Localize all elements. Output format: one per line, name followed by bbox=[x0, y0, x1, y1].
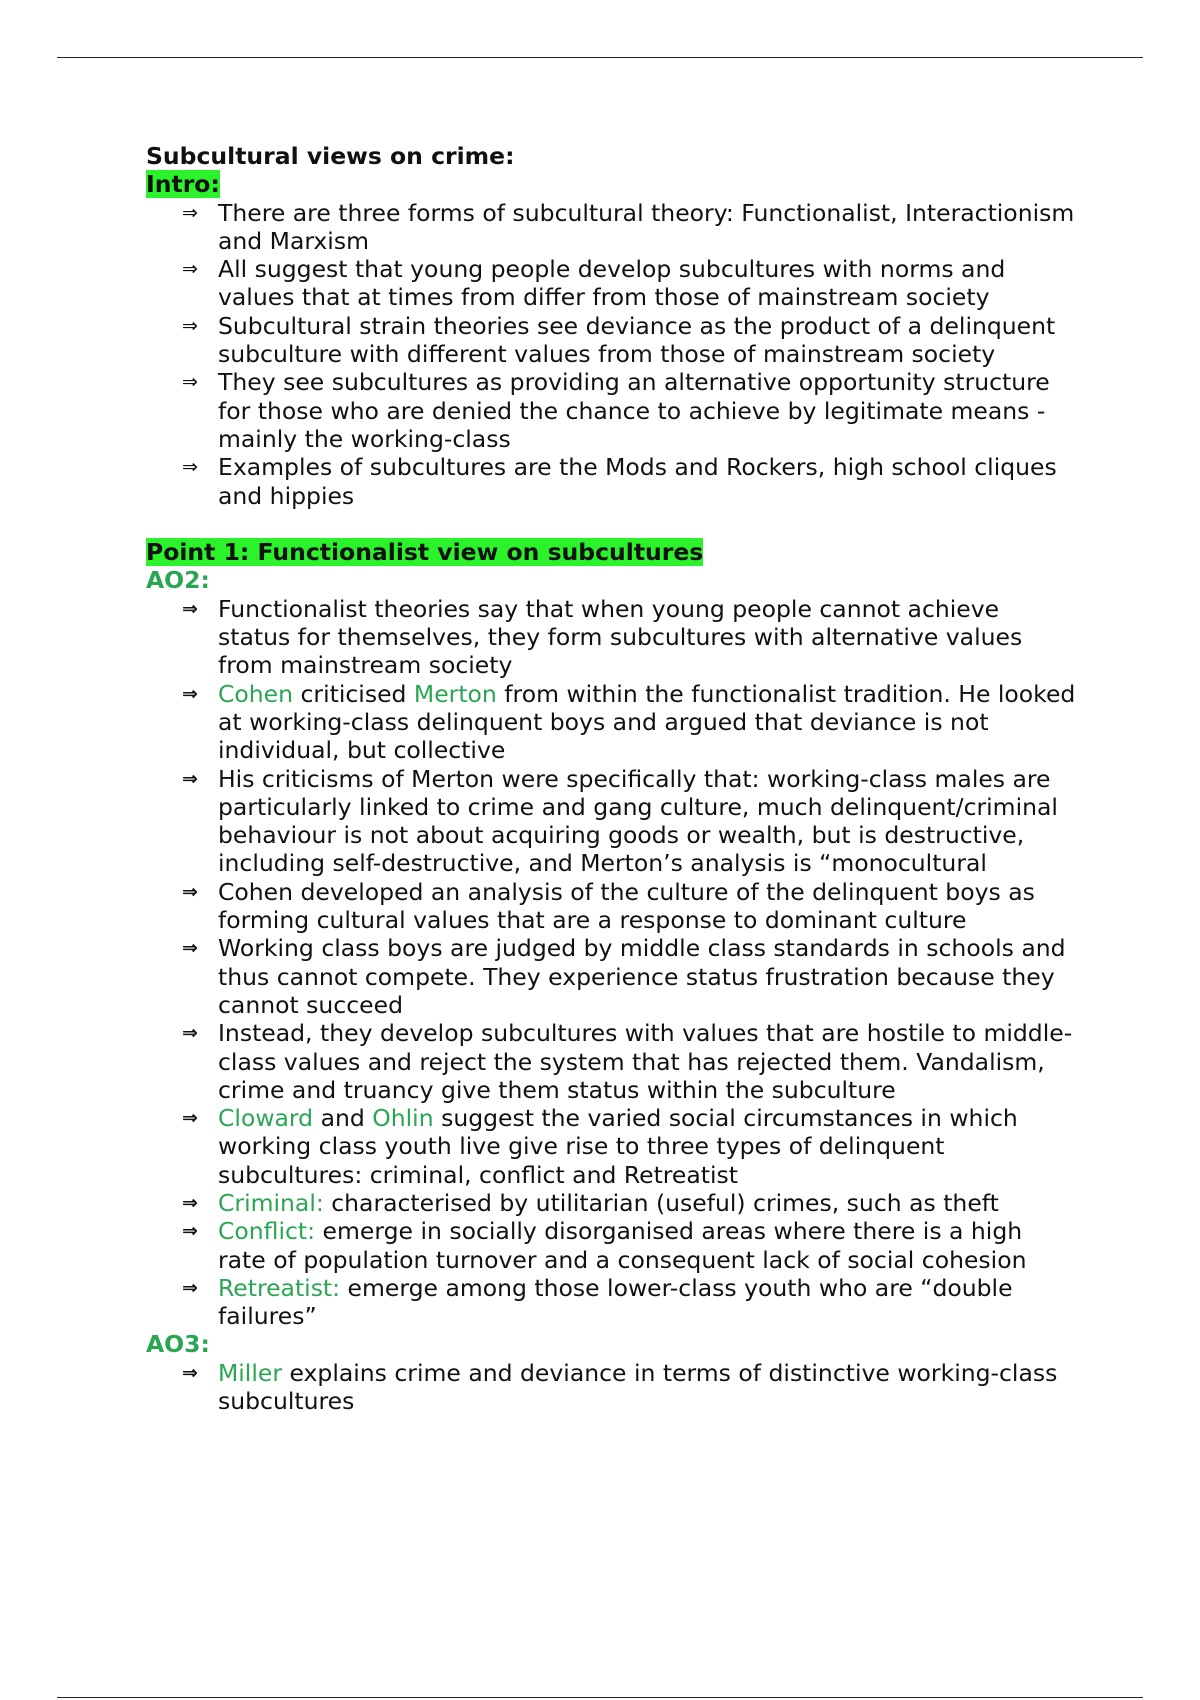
list-item: ⇒ Cohen developed an analysis of the culture of the delinquent boys as forming cultural values that are a response to dominant culture bbox=[182, 877, 1035, 935]
arrow-icon: ⇒ bbox=[182, 597, 198, 620]
header-rule bbox=[57, 57, 1143, 58]
ao3-list bbox=[146, 1359, 1076, 1416]
list-item: ⇒ There are three forms of subcultural theory: Functionalist, Interactionism and Marxism bbox=[182, 198, 1075, 255]
term-label: Criminal: bbox=[218, 1188, 324, 1217]
term-label: Conflict: bbox=[218, 1217, 316, 1246]
arrow-icon: ⇒ bbox=[182, 258, 198, 281]
intro-list bbox=[146, 199, 1076, 510]
point1-heading: Point 1: Functionalist view on subcultures bbox=[146, 538, 704, 567]
list-item: ⇒ All suggest that young people develop subcultures with norms and values that at times from differ from those of mainstream society bbox=[182, 255, 1006, 312]
term-label: Retreatist: bbox=[218, 1273, 341, 1302]
ao3-label: AO3: bbox=[146, 1330, 210, 1359]
list-item: ⇒ Criminal: characterised by utilitarian (useful) crimes, such as theft bbox=[182, 1188, 999, 1217]
list-item: ⇒ Instead, they develop subcultures with values that are hostile to middle-class values and reject the system that has rejected them. Vandalism, crime and truancy give them status within the subculture bbox=[182, 1019, 1073, 1104]
list-item: ⇒ Working class boys are judged by middle class standards in schools and thus cannot compete. They experience status frustration because they cannot succeed bbox=[182, 934, 1066, 1019]
list-item: ⇒ They see subcultures as providing an alternative opportunity structure for those who are denied the chance to achieve by legitimate means - mainly the working-class bbox=[182, 368, 1050, 453]
arrow-icon: ⇒ bbox=[182, 1107, 198, 1130]
arrow-icon: ⇒ bbox=[182, 1022, 198, 1045]
list-item: ⇒ His criticisms of Merton were specifically that: working-class males are particularly linked to crime and gang culture, much delinquent/criminal behaviour is not about acquiring goods or wealth, but is destructive, including self-destructive, and Merton’s analysis is “monocultural bbox=[182, 764, 1058, 878]
document-body bbox=[146, 142, 1076, 1415]
arrow-icon: ⇒ bbox=[182, 201, 198, 224]
theorist-name: Cloward bbox=[218, 1104, 314, 1133]
section-spacer bbox=[146, 510, 1076, 538]
list-item: ⇒ Conflict: emerge in socially disorganised areas where there is a high rate of population turnover and a consequent lack of social cohesion bbox=[182, 1217, 1027, 1274]
list-item: ⇒ Cloward and Ohlin suggest the varied social circumstances in which working class youth live give rise to three types of delinquent subcultures: criminal, conflict and Retreatist bbox=[182, 1104, 1018, 1189]
list-item: ⇒ Retreatist: emerge among those lower-class youth who are “double failures” bbox=[182, 1273, 1013, 1331]
list-item: ⇒ Miller explains crime and deviance in terms of distinctive working-class subcultures bbox=[182, 1358, 1058, 1416]
theorist-name: Miller bbox=[218, 1358, 282, 1387]
arrow-icon: ⇒ bbox=[182, 880, 198, 903]
footer-rule bbox=[57, 1697, 1143, 1698]
theorist-name: Ohlin bbox=[372, 1104, 434, 1133]
arrow-icon: ⇒ bbox=[182, 1220, 198, 1243]
theorist-name: Merton bbox=[413, 679, 497, 708]
arrow-icon: ⇒ bbox=[182, 937, 198, 960]
theorist-name: Cohen bbox=[218, 679, 294, 708]
arrow-icon: ⇒ bbox=[182, 682, 198, 705]
list-item: ⇒ Cohen criticised Merton from within the functionalist tradition. He looked at working-class delinquent boys and argued that deviance is not individual, but collective bbox=[182, 679, 1076, 765]
arrow-icon: ⇒ bbox=[182, 767, 198, 790]
arrow-icon: ⇒ bbox=[182, 456, 198, 479]
ao2-label: AO2: bbox=[146, 566, 210, 595]
ao2-list bbox=[146, 595, 1076, 1331]
intro-heading: Intro: bbox=[146, 170, 220, 199]
arrow-icon: ⇒ bbox=[182, 1361, 198, 1384]
page-title: Subcultural views on crime: bbox=[146, 142, 515, 170]
list-item: ⇒ Functionalist theories say that when young people cannot achieve status for themselves, they form subcultures with alternative values from mainstream society bbox=[182, 594, 1023, 680]
arrow-icon: ⇒ bbox=[182, 1276, 198, 1299]
arrow-icon: ⇒ bbox=[182, 314, 198, 337]
arrow-icon: ⇒ bbox=[182, 371, 198, 394]
list-item: ⇒ Subcultural strain theories see deviance as the product of a delinquent subculture with different values from those of mainstream society bbox=[182, 311, 1056, 369]
arrow-icon: ⇒ bbox=[182, 1191, 198, 1214]
list-item: ⇒ Examples of subcultures are the Mods and Rockers, high school cliques and hippies bbox=[182, 453, 1057, 510]
